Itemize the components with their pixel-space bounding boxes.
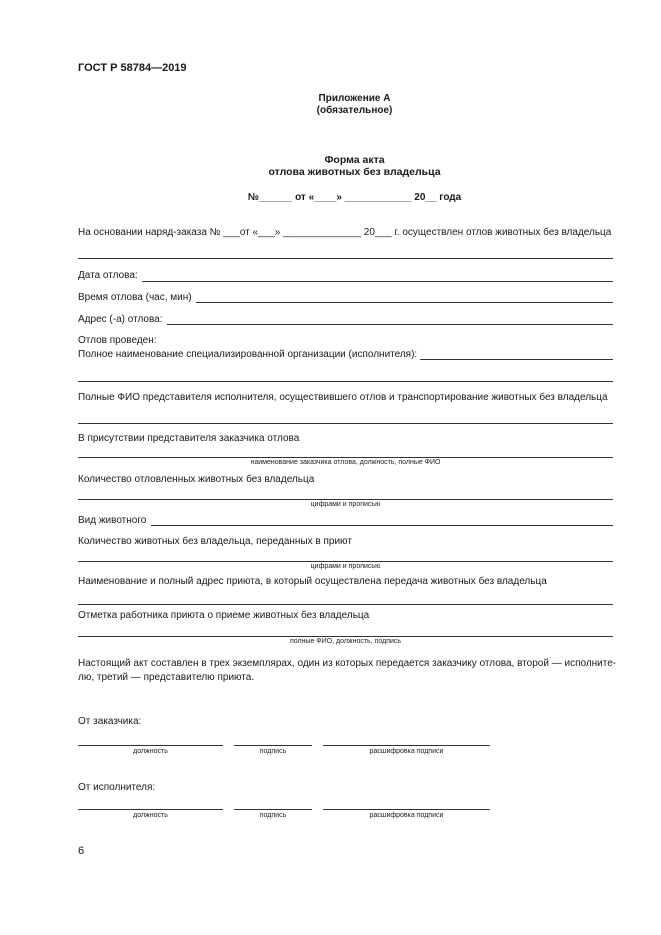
appendix-title: Приложение А [318, 93, 391, 104]
animal-type-blank-line [151, 525, 613, 526]
basis-field-label: На основании наряд-заказа № ___от «___» ______________ 20___ г. осуществлен отлов животных без владельца [78, 227, 612, 238]
customer-signature-caption: подпись [259, 748, 287, 755]
document-code: ГОСТ Р 58784—2019 [78, 62, 187, 74]
closing-line-2: лю, третий — представителю приюта. [78, 672, 255, 683]
customer-position-line [78, 745, 223, 746]
date-blank-line [142, 281, 613, 282]
customer-blank-line [78, 457, 613, 458]
executor-signature-caption: подпись [259, 812, 287, 819]
executor-position-line [78, 809, 223, 810]
executor-decoding-caption: расшифровка подписи [369, 812, 444, 819]
executor-decoding-line [323, 809, 490, 810]
customer-position-caption: должность [133, 748, 168, 755]
shelter-address-label: Наименование и полный адрес приюта, в который осуществлена передача животных без владельца [78, 576, 547, 587]
address-blank-line [167, 324, 613, 325]
rep-name-field-label: Полные ФИО представителя исполнителя, осуществившего отлов и транспортирование животных без владельца [78, 392, 608, 403]
shelter-address-blank-line [78, 604, 613, 605]
shelter-mark-blank-line [78, 636, 613, 637]
executor-signature-label: От исполнителя: [78, 782, 156, 793]
act-number-line: №______ от «____» ____________ 20__ года [247, 192, 462, 203]
org-name-blank-line-2 [78, 381, 613, 382]
address-field-label: Адрес (-а) отлова: [78, 314, 163, 325]
customer-caption: наименование заказчика отлова, должность, полные ФИО [250, 459, 441, 466]
count-shelter-blank-line [78, 561, 613, 562]
time-field-label: Время отлова (час, мин) [78, 292, 192, 303]
form-title: Форма акта [324, 154, 385, 166]
count-caught-caption: цифрами и прописью [310, 501, 381, 508]
customer-signature-line [234, 745, 312, 746]
customer-decoding-line [323, 745, 490, 746]
basis-blank-line [78, 258, 613, 259]
date-field-label: Дата отлова: [78, 270, 138, 281]
executor-signature-line [234, 809, 312, 810]
page-number: 6 [78, 845, 85, 857]
closing-line-1: Настоящий акт составлен в трех экземплярах, один из которых передается заказчику отлова, второй — исполните- [78, 658, 617, 669]
count-shelter-label: Количество животных без владельца, переданных в приют [78, 536, 352, 547]
count-caught-label: Количество отловленных животных без владельца [78, 474, 315, 485]
shelter-mark-label: Отметка работника приюта о приеме животных без владельца [78, 610, 370, 621]
animal-type-label: Вид животного [78, 515, 147, 526]
form-subtitle: отлова животных без владельца [268, 166, 441, 178]
count-caught-blank-line [78, 499, 613, 500]
customer-signature-label: От заказчика: [78, 716, 142, 727]
rep-name-blank-line [78, 423, 613, 424]
conducted-label: Отлов проведен: [78, 335, 157, 346]
customer-decoding-caption: расшифровка подписи [369, 748, 444, 755]
org-name-field-label: Полное наименование специализированной организации (исполнителя): [78, 349, 418, 360]
count-shelter-caption: цифрами и прописью [310, 563, 381, 570]
org-name-blank-line [420, 359, 613, 360]
time-blank-line [196, 302, 613, 303]
customer-presence-label: В присутствии представителя заказчика отлова [78, 433, 300, 444]
executor-position-caption: должность [133, 812, 168, 819]
appendix-note: (обязательное) [316, 105, 393, 116]
shelter-mark-caption: полные ФИО, должность, подпись [289, 638, 402, 645]
